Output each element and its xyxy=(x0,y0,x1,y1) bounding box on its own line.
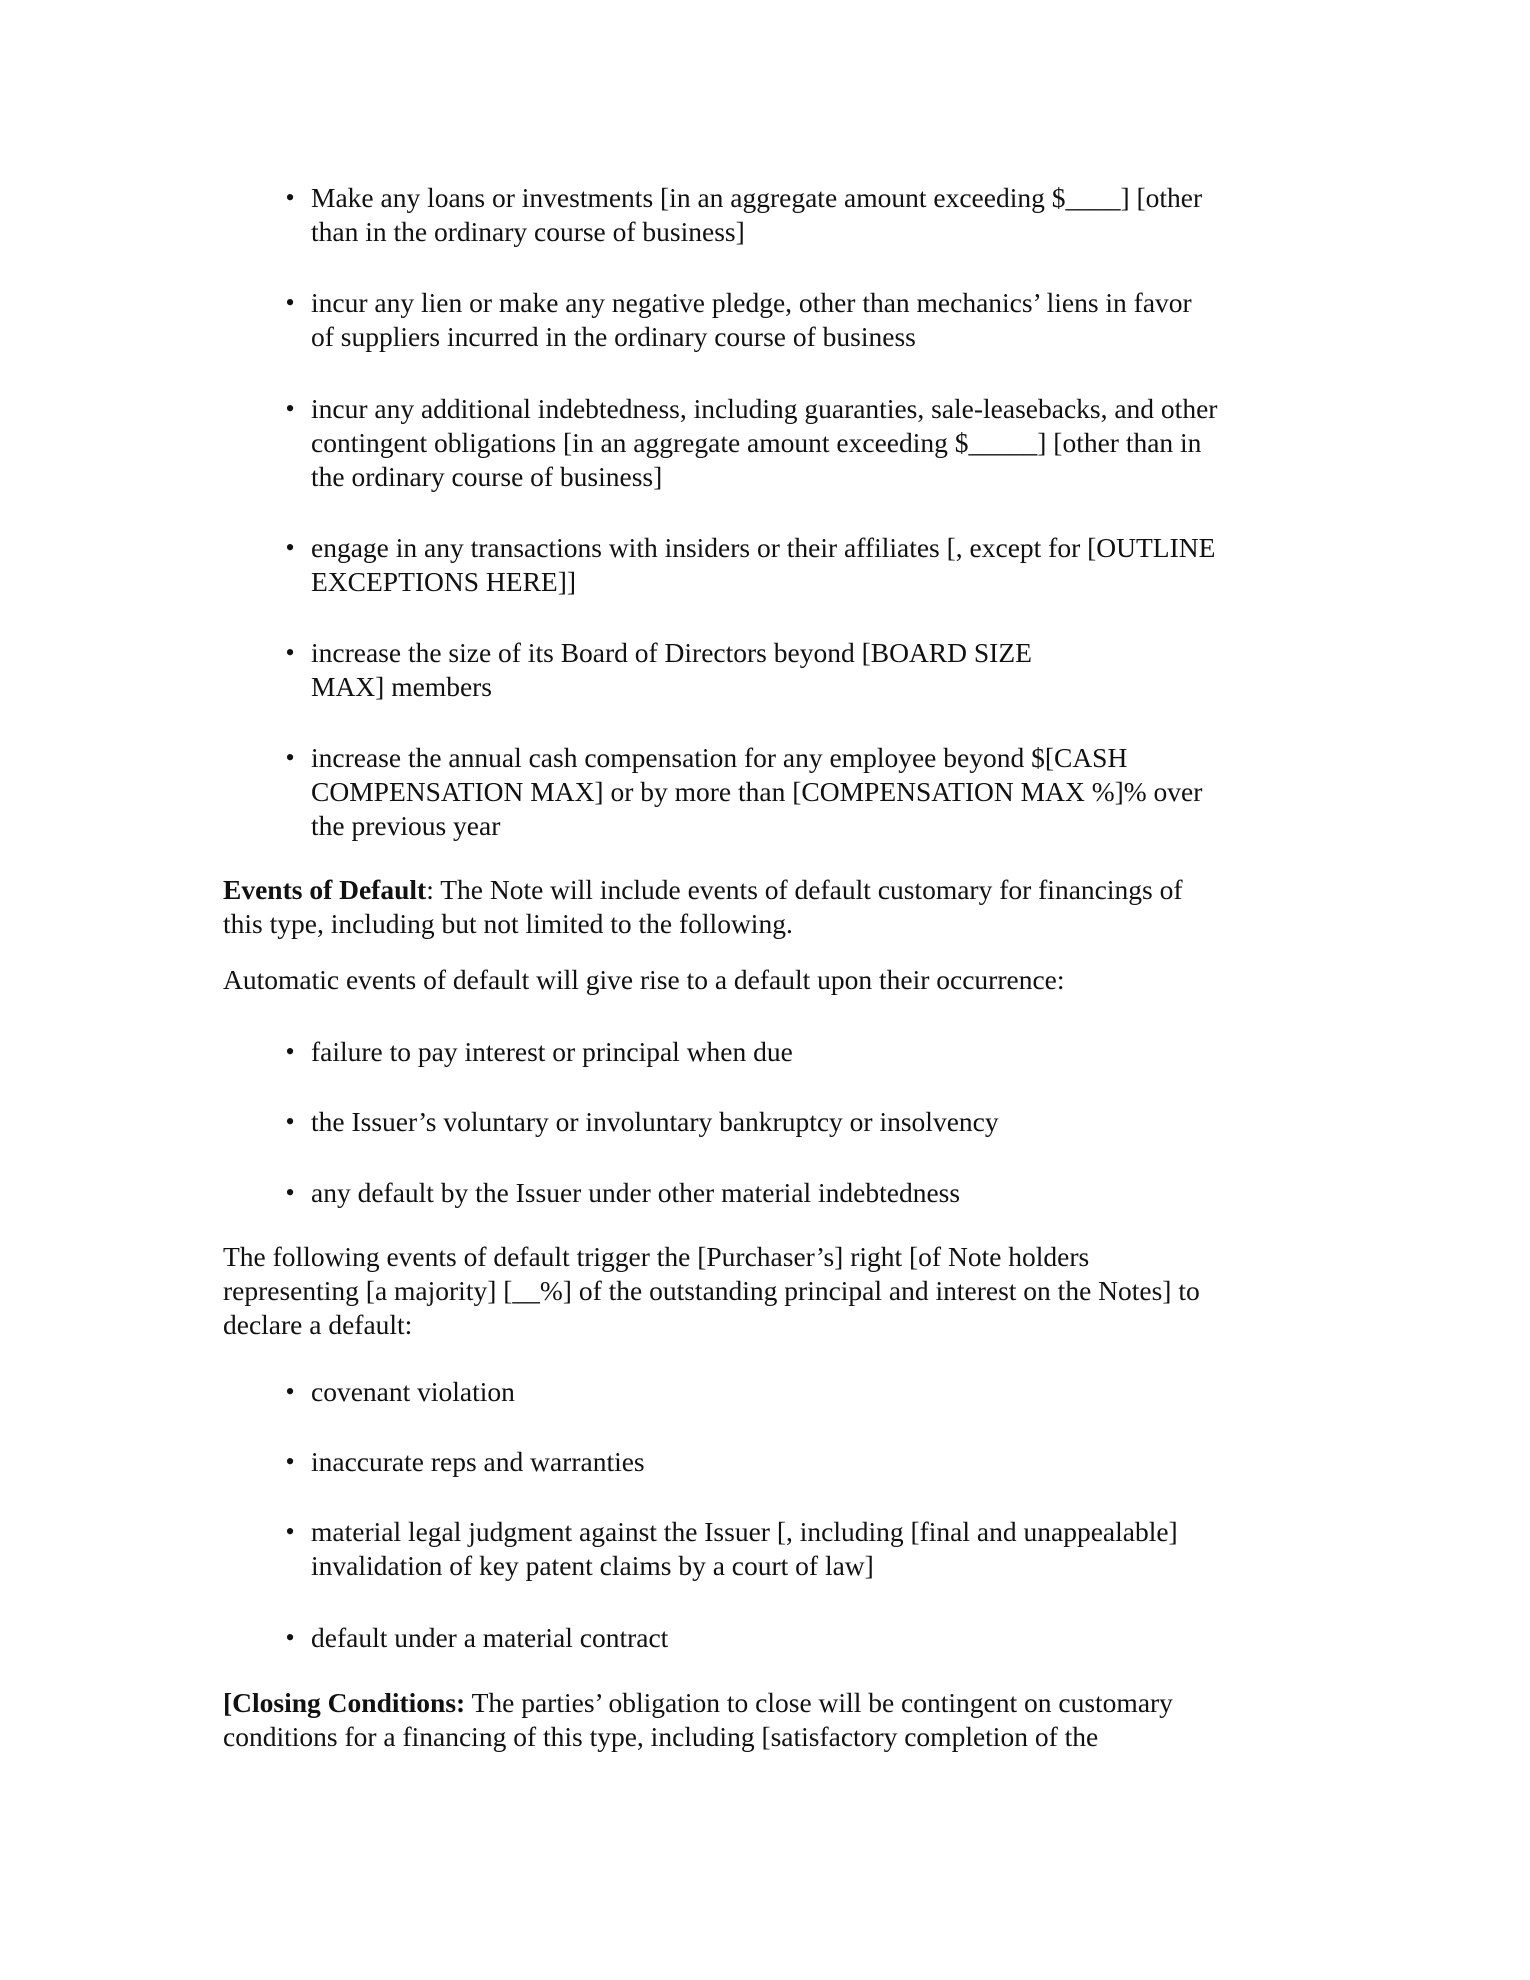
list-item xyxy=(285,181,1311,249)
paragraph-text: declare a default: xyxy=(223,1309,413,1340)
list-item-line: EXCEPTIONS HERE]] xyxy=(311,566,577,597)
section-heading: Events of Default xyxy=(223,874,427,905)
bullet-icon: • xyxy=(285,743,295,772)
section-heading: [Closing Conditions: xyxy=(223,1687,466,1718)
paragraph-text: representing [a majority] [__%] of the outstanding principal and interest on the Notes] to xyxy=(223,1275,1200,1306)
list-item-line: COMPENSATION MAX] or by more than [COMPENSATION MAX %]% over xyxy=(311,776,1203,807)
closing-conditions-paragraph xyxy=(223,1686,1313,1754)
list-item-line: incur any additional indebtedness, including guaranties, sale-leasebacks, and other xyxy=(311,393,1218,424)
list-item xyxy=(285,1621,1311,1655)
bullet-icon: • xyxy=(285,1178,295,1207)
list-item xyxy=(285,531,1311,599)
list-item-line: increase the size of its Board of Directors beyond [BOARD SIZE xyxy=(311,637,1032,668)
events-of-default-paragraph xyxy=(223,873,1313,941)
list-item xyxy=(285,1105,1311,1139)
bullet-icon: • xyxy=(285,394,295,423)
list-item-line: default under a material contract xyxy=(311,1622,669,1653)
list-item-line: inaccurate reps and warranties xyxy=(311,1446,645,1477)
list-item-line: increase the annual cash compensation for any employee beyond $[CASH xyxy=(311,742,1128,773)
list-item-line: the ordinary course of business] xyxy=(311,461,663,492)
bullet-icon: • xyxy=(285,288,295,317)
list-item-line: any default by the Issuer under other material indebtedness xyxy=(311,1177,961,1208)
list-item xyxy=(285,1035,1311,1069)
list-item xyxy=(285,286,1311,354)
paragraph-text: conditions for a financing of this type, including [satisfactory completion of the xyxy=(223,1721,1099,1752)
list-item-line: covenant violation xyxy=(311,1376,515,1407)
automatic-intro: Automatic events of default will give rise to a default upon their occurrence: xyxy=(223,964,1065,995)
list-item-line: engage in any transactions with insiders or their affiliates [, except for [OUTLINE xyxy=(311,532,1216,563)
bullet-icon: • xyxy=(285,638,295,667)
paragraph-text: The following events of default trigger the [Purchaser’s] right [of Note holders xyxy=(223,1241,1090,1272)
list-item-line: failure to pay interest or principal when due xyxy=(311,1036,793,1067)
bullet-icon: • xyxy=(285,1107,295,1136)
list-item xyxy=(285,1445,1311,1479)
trigger-intro-paragraph xyxy=(223,1240,1313,1342)
bullet-icon: • xyxy=(285,1447,295,1476)
list-item-line: contingent obligations [in an aggregate amount exceeding $_____] [other than in xyxy=(311,427,1202,458)
paragraph-text: this type, including but not limited to the following. xyxy=(223,908,793,939)
list-item xyxy=(285,1375,1311,1409)
bullet-icon: • xyxy=(285,1623,295,1652)
list-item-line: material legal judgment against the Issuer [, including [final and unappealable] xyxy=(311,1516,1178,1547)
list-item xyxy=(285,741,1311,843)
paragraph-text: The parties’ obligation to close will be contingent on customary xyxy=(465,1687,1173,1718)
list-item-line: the previous year xyxy=(311,810,501,841)
list-item xyxy=(285,1515,1311,1583)
bullet-icon: • xyxy=(285,183,295,212)
paragraph-text: : The Note will include events of default customary for financings of xyxy=(426,874,1183,905)
list-item-line: incur any lien or make any negative pledge, other than mechanics’ liens in favor xyxy=(311,287,1192,318)
list-item-line: of suppliers incurred in the ordinary course of business xyxy=(311,321,916,352)
list-item-line: Make any loans or investments [in an aggregate amount exceeding $____] [other xyxy=(311,182,1203,213)
list-item-line: than in the ordinary course of business] xyxy=(311,216,745,247)
list-item-line: invalidation of key patent claims by a court of law] xyxy=(311,1550,874,1581)
list-item-line: the Issuer’s voluntary or involuntary bankruptcy or insolvency xyxy=(311,1106,999,1137)
bullet-icon: • xyxy=(285,1377,295,1406)
list-item-line: MAX] members xyxy=(311,671,493,702)
bullet-icon: • xyxy=(285,1517,295,1546)
list-item xyxy=(285,636,1311,704)
list-item xyxy=(285,1176,1311,1210)
bullet-icon: • xyxy=(285,1037,295,1066)
bullet-icon: • xyxy=(285,533,295,562)
list-item xyxy=(285,392,1311,494)
